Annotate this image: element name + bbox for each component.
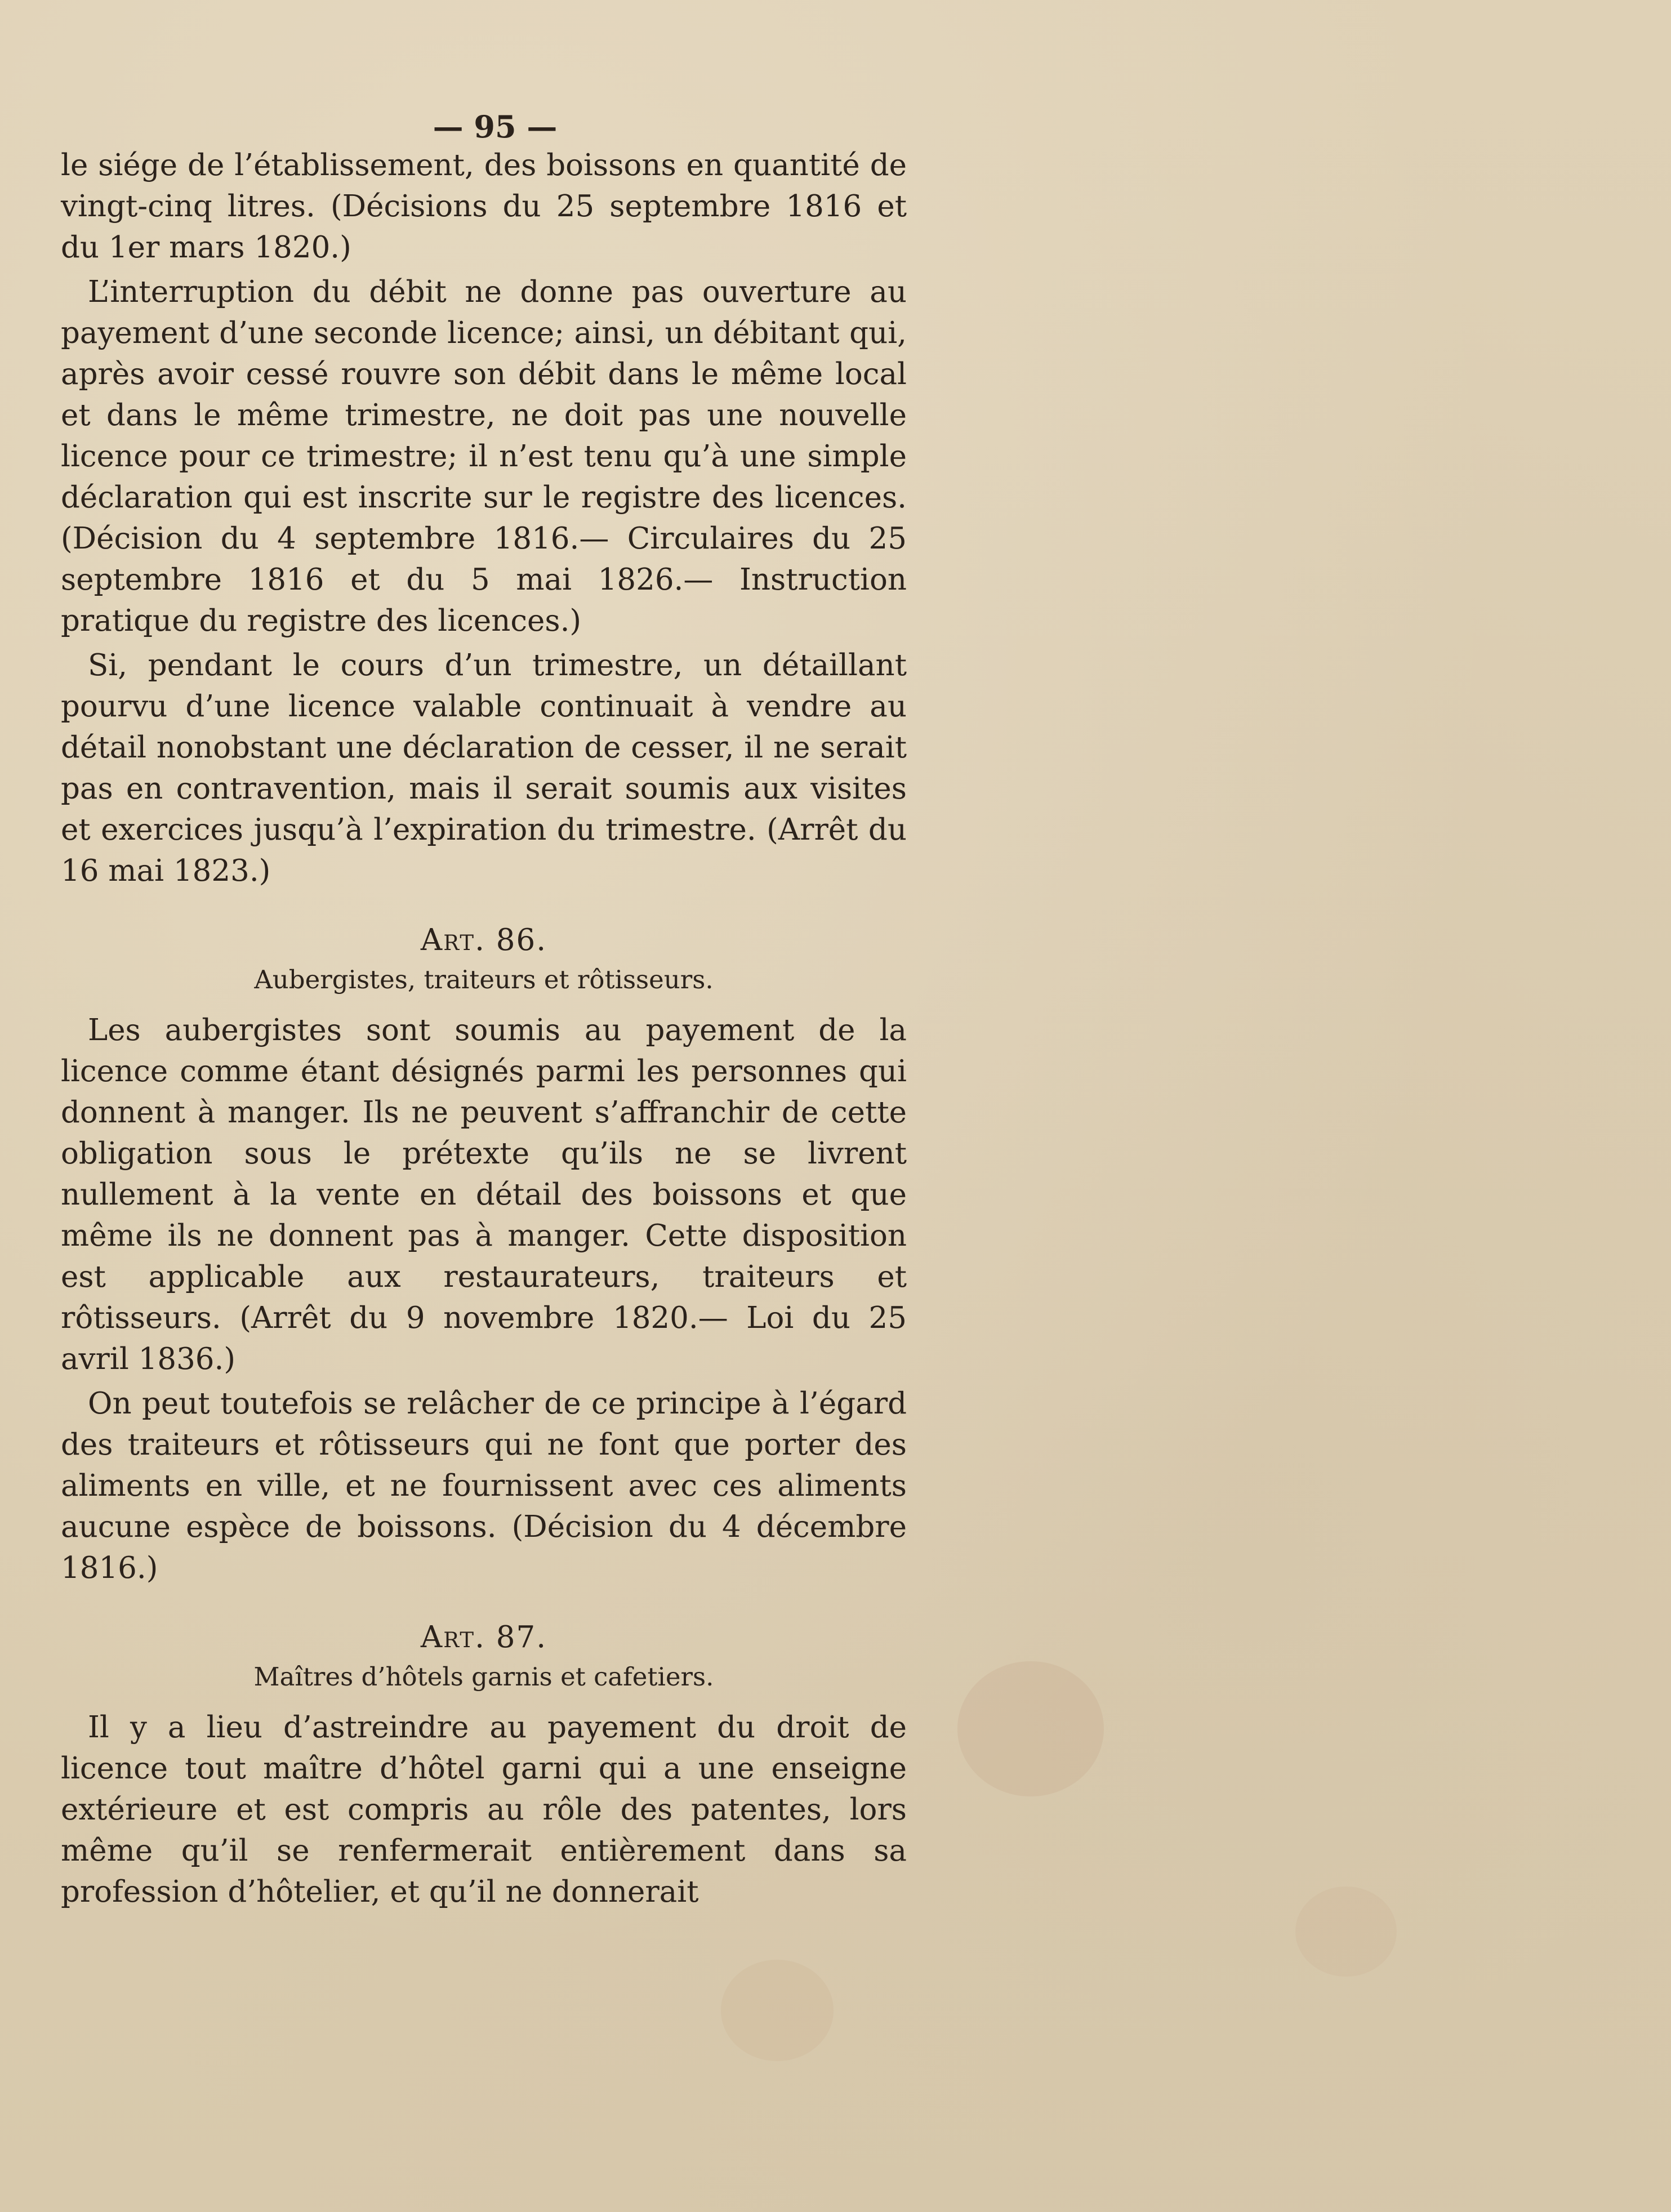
paragraph: le siége de l’établissement, des boissons en quantité de vingt-cinq litres. (Décisions du 25 septembre 1816 et du 1er mars 1820.) <box>61 148 907 265</box>
page-number: — 95 — <box>433 109 558 145</box>
paragraph: Si, pendant le cours d’un trimestre, un détaillant pourvu d’une licence valable continuait à vendre au détail nonobstant une déclaration de cesser, il ne serait pas en contravention, mais il serait soumis aux visites et exercices jusqu’à l’expiration du trimestre. (Arrêt du 16 mai 1823.) <box>61 648 907 888</box>
article-heading: Art. 87. <box>420 1620 547 1654</box>
page-text-block <box>61 104 907 1912</box>
paragraph: Les aubergistes sont soumis au payement de la licence comme étant désignés parmi les personnes qui donnent à manger. Ils ne peuvent s’affranchir de cette obligation sous le prétexte qu’ils ne se livrent nullement à la vente en détail des boissons et que même ils ne donnent pas à manger. Cette disposition est applicable aux restaurateurs, traiteurs et rôtisseurs. (Arrêt du 9 novembre 1820.— Loi du 25 avril 1836.) <box>61 1013 907 1376</box>
article-heading: Art. 86. <box>420 923 547 957</box>
paper-stain <box>957 1661 1104 1796</box>
paper-stain <box>721 1960 834 2061</box>
paragraph: Il y a lieu d’astreindre au payement du droit de licence tout maître d’hôtel garni qui a une enseigne extérieure et est compris au rôle des patentes, lors même qu’il se renfermerait entièrement dans sa profession d’hôtelier, et qu’il ne donnerait <box>61 1710 907 1909</box>
article-subtitle: Aubergistes, traiteurs et rôtisseurs. <box>254 965 714 994</box>
paragraph: On peut toutefois se relâcher de ce principe à l’égard des traiteurs et rôtisseurs qui ne font que porter des aliments en ville, et ne fournissent avec ces aliments aucune espèce de boissons. (Décision du 4 décembre 1816.) <box>61 1386 907 1585</box>
article-subtitle: Maîtres d’hôtels garnis et cafetiers. <box>253 1662 714 1692</box>
paragraph: L’interruption du débit ne donne pas ouverture au payement d’une seconde licence; ainsi, un débitant qui, après avoir cessé rouvre son débit dans le même local et dans le même trimestre, ne doit pas une nouvelle licence pour ce trimestre; il n’est tenu qu’à une simple déclaration qui est inscrite sur le registre des licences. (Décision du 4 septembre 1816.— Circulaires du 25 septembre 1816 et du 5 mai 1826.— Instruction pratique du registre des licences.) <box>61 275 907 638</box>
paper-stain <box>1295 1887 1397 1977</box>
